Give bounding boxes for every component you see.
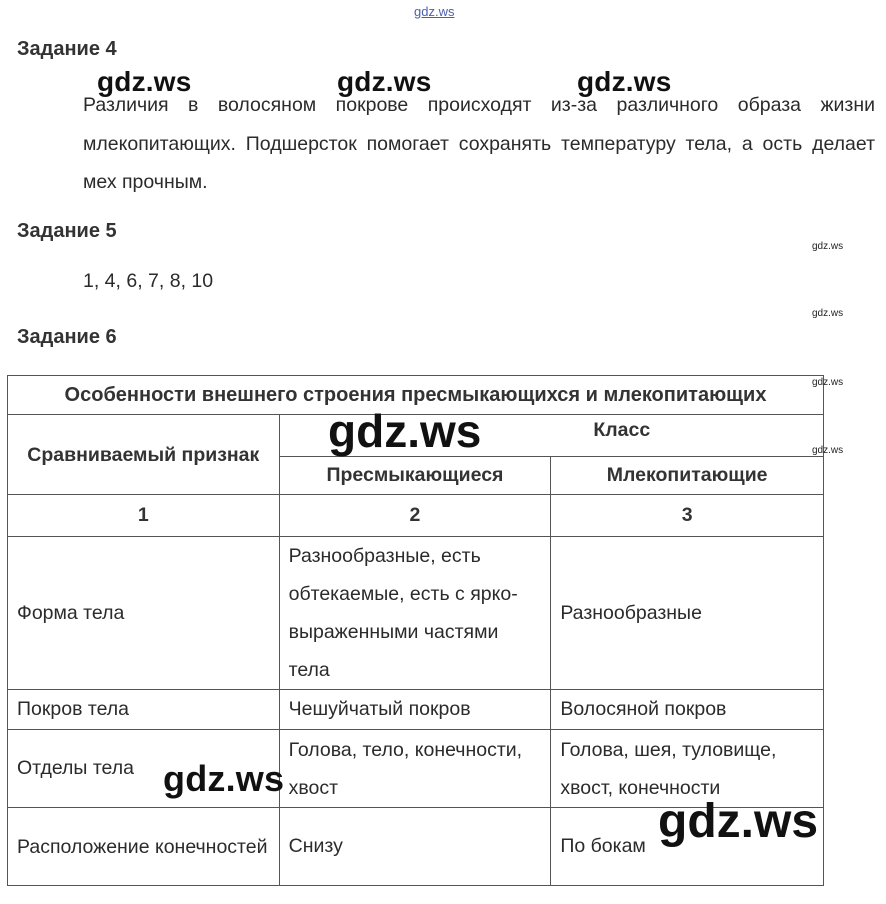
watermark-small: gdz.ws <box>812 445 844 456</box>
top-watermark-link[interactable]: gdz.ws <box>414 4 455 19</box>
cell-mammals: Голова, шея, туловище, хвост, конечности <box>551 730 824 808</box>
table-row <box>8 690 824 730</box>
watermark-small: gdz.ws <box>812 241 844 252</box>
table-row <box>8 537 824 690</box>
cell-mammals: Волосяной покров <box>551 690 824 730</box>
watermark: gdz.ws <box>577 66 672 97</box>
column-number: 3 <box>551 495 824 537</box>
cell-feature: Расположение конечностей <box>8 808 280 886</box>
watermark: gdz.ws <box>337 66 432 97</box>
table-caption: Особенности внешнего строения пресмыкающихся и млекопитающих <box>8 376 824 415</box>
column-number: 1 <box>8 495 280 537</box>
header-reptiles: Пресмыкающиеся <box>279 457 551 495</box>
cell-feature: Покров тела <box>8 690 280 730</box>
task4-heading: Задание 4 <box>17 38 117 60</box>
cell-reptiles: Снизу <box>279 808 551 886</box>
watermark: gdz.ws <box>97 66 192 97</box>
cell-reptiles: Голова, тело, конечности, хвост <box>279 730 551 808</box>
header-mammals: Млекопитающие <box>551 457 824 495</box>
cell-mammals: По бокам <box>551 808 824 886</box>
task6-heading: Задание 6 <box>17 326 117 348</box>
watermark-small: gdz.ws <box>812 377 844 388</box>
header-feature: Сравниваемый признак <box>8 415 280 495</box>
header-class: Класс <box>279 415 823 457</box>
cell-reptiles: Разнообразные, есть обтекаемые, есть с ярко-выраженными частями тела <box>279 537 551 690</box>
watermark-large: gdz.ws <box>658 795 819 848</box>
cell-feature: Отделы тела <box>8 730 280 808</box>
task5-heading: Задание 5 <box>17 220 117 242</box>
watermark-small: gdz.ws <box>812 308 844 319</box>
cell-mammals: Разнообразные <box>551 537 824 690</box>
column-number: 2 <box>279 495 551 537</box>
task4-text: Различия в волосяном покрове происходят из-за различного образа жизни млекопитающих. Подшерсток помогает сохранять температуру тела, а ость делает мех прочным. <box>83 94 875 193</box>
watermark-large: gdz.ws <box>328 405 482 457</box>
watermark-large: gdz.ws <box>163 758 285 799</box>
cell-reptiles: Чешуйчатый покров <box>279 690 551 730</box>
cell-feature: Форма тела <box>8 537 280 690</box>
task5-answer: 1, 4, 6, 7, 8, 10 <box>83 270 214 292</box>
